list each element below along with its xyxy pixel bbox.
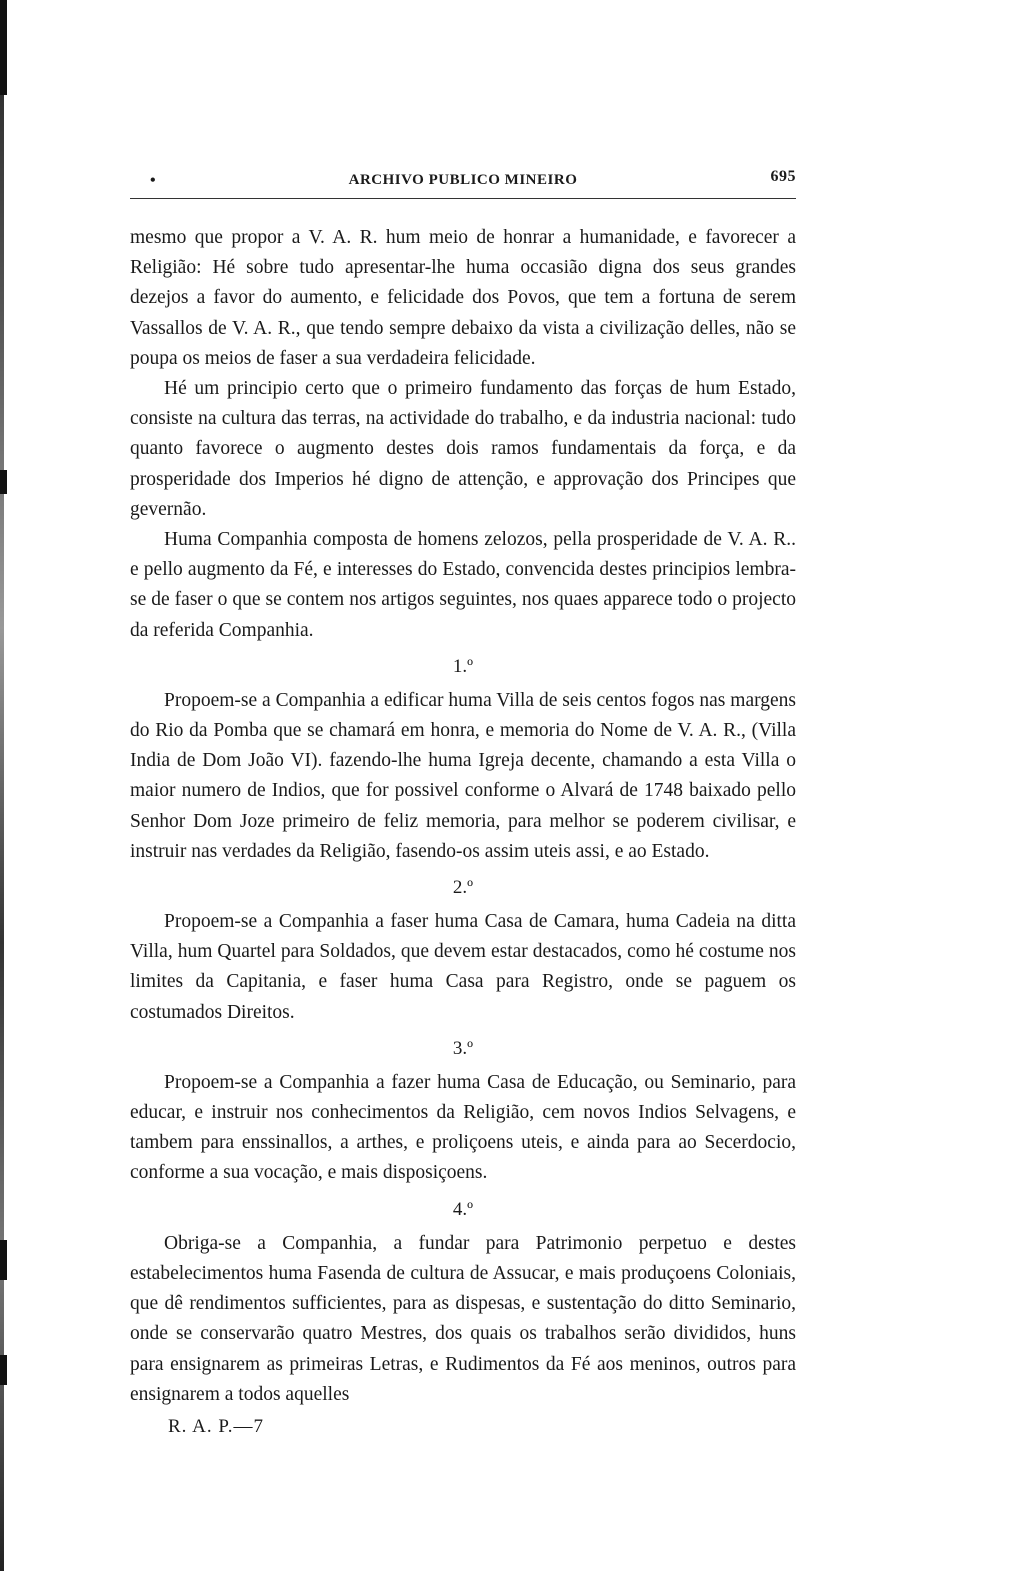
article-text-1: Propoem-se a Companhia a edificar huma Villa de seis centos fogos nas margens do Rio da Pomba que se chamará em honra, e memoria do Nome de V. A. R., (Villa India de Dom João VI). fazendo-lhe huma Igreja decente, chamando a esta Villa o maior numero de Indios, que for possivel conforme o Alvará de 1748 baixado pello Senhor Dom Joze primeiro de feliz memoria, para melhor se poderem civilisar, e instruir nas verdades da Religião, fasendo-os assim uteis assi, e ao Estado.	[130, 689, 796, 862]
article-text-3: Propoem-se a Companhia a fazer huma Casa de Educação, ou Seminario, para educar, e instruir nos conhecimentos da Religião, cem novos Indios Selvagens, e tambem para enssinallos, a arthes, e proliçoens uteis, e ainda para ao Secerdocio, conforme a sua vocação, e mais disposiçoens.	[130, 1071, 796, 1184]
scan-edge-mark	[0, 470, 7, 494]
scan-edge-mark	[0, 1355, 7, 1385]
article-number-3: 3.º	[452, 1037, 474, 1059]
running-head	[130, 168, 796, 196]
paragraph: Hé um principio certo que o primeiro fundamento das forças de hum Estado, consiste na cultura das terras, na actividade do trabalho, e da industria nacional: tudo quanto favorece o augmento destes dois ramos fundamentais da força, e da prosperidade dos Imperios hé digno de attenção, e approvação dos Principes que gevernão.	[130, 378, 796, 520]
paragraph-continuation: mesmo que propor a V. A. R. hum meio de honrar a humanidade, e favorecer a Religião: Hé sobre tudo apresentar-lhe huma occasião digna dos seus grandes dezejos a favor do aumento, e felicidade dos Povos, que tem a fortuna de serem Vassallos de V. A. R., que tendo sempre debaixo da vista a civilização delles, não se poupa os meios de faser a sua verdadeira felicidade.	[130, 227, 796, 369]
article-text-2: Propoem-se a Companhia a faser huma Casa de Camara, huma Cadeia na ditta Villa, hum Quartel para Soldados, que devem estar destacados, como hé costume nos limites da Capitania, e faser huma Casa para Registro, onde se paguem os costumados Direitos.	[130, 911, 796, 1023]
body-text	[130, 223, 796, 1410]
scan-edge-mark	[0, 0, 7, 95]
header-title: ARCHIVO PUBLICO MINEIRO	[348, 172, 578, 188]
scan-left-edge	[0, 0, 4, 1571]
signature-mark: R. A. P.—7	[168, 1415, 265, 1437]
article-text-4: Obriga-se a Companhia, a fundar para Patrimonio perpetuo e destes estabelecimentos huma Fasenda de cultura de Assucar, e mais produçoens Coloniais, que dê rendimentos sufficientes, para as dispesas, e sustentação do ditto Seminario, onde se conservarão quatro Mestres, dos quais os trabalhos serão divididos, huns para ensignarem as primeiras Letras, e Rudimentos da Fé aos meninos, outros para ensignarem a todos aquelles	[130, 1232, 796, 1405]
book-page	[130, 168, 796, 1438]
header-rule	[130, 198, 796, 199]
article-number-2: 2.º	[452, 877, 474, 899]
header-bullet: •	[150, 172, 157, 189]
paragraph: Huma Companhia composta de homens zelozos, pella prosperidade de V. A. R.. e pello augmento da Fé, e interesses do Estado, convencida destes principios lembra-se de faser o que se contem nos artigos seguintes, nos quaes apparece todo o projecto da referida Companhia.	[130, 529, 796, 641]
article-number-4: 4.º	[452, 1198, 474, 1220]
article-number-1: 1.º	[452, 655, 474, 677]
scan-edge-mark	[0, 1240, 7, 1280]
page-number: 695	[770, 168, 796, 185]
